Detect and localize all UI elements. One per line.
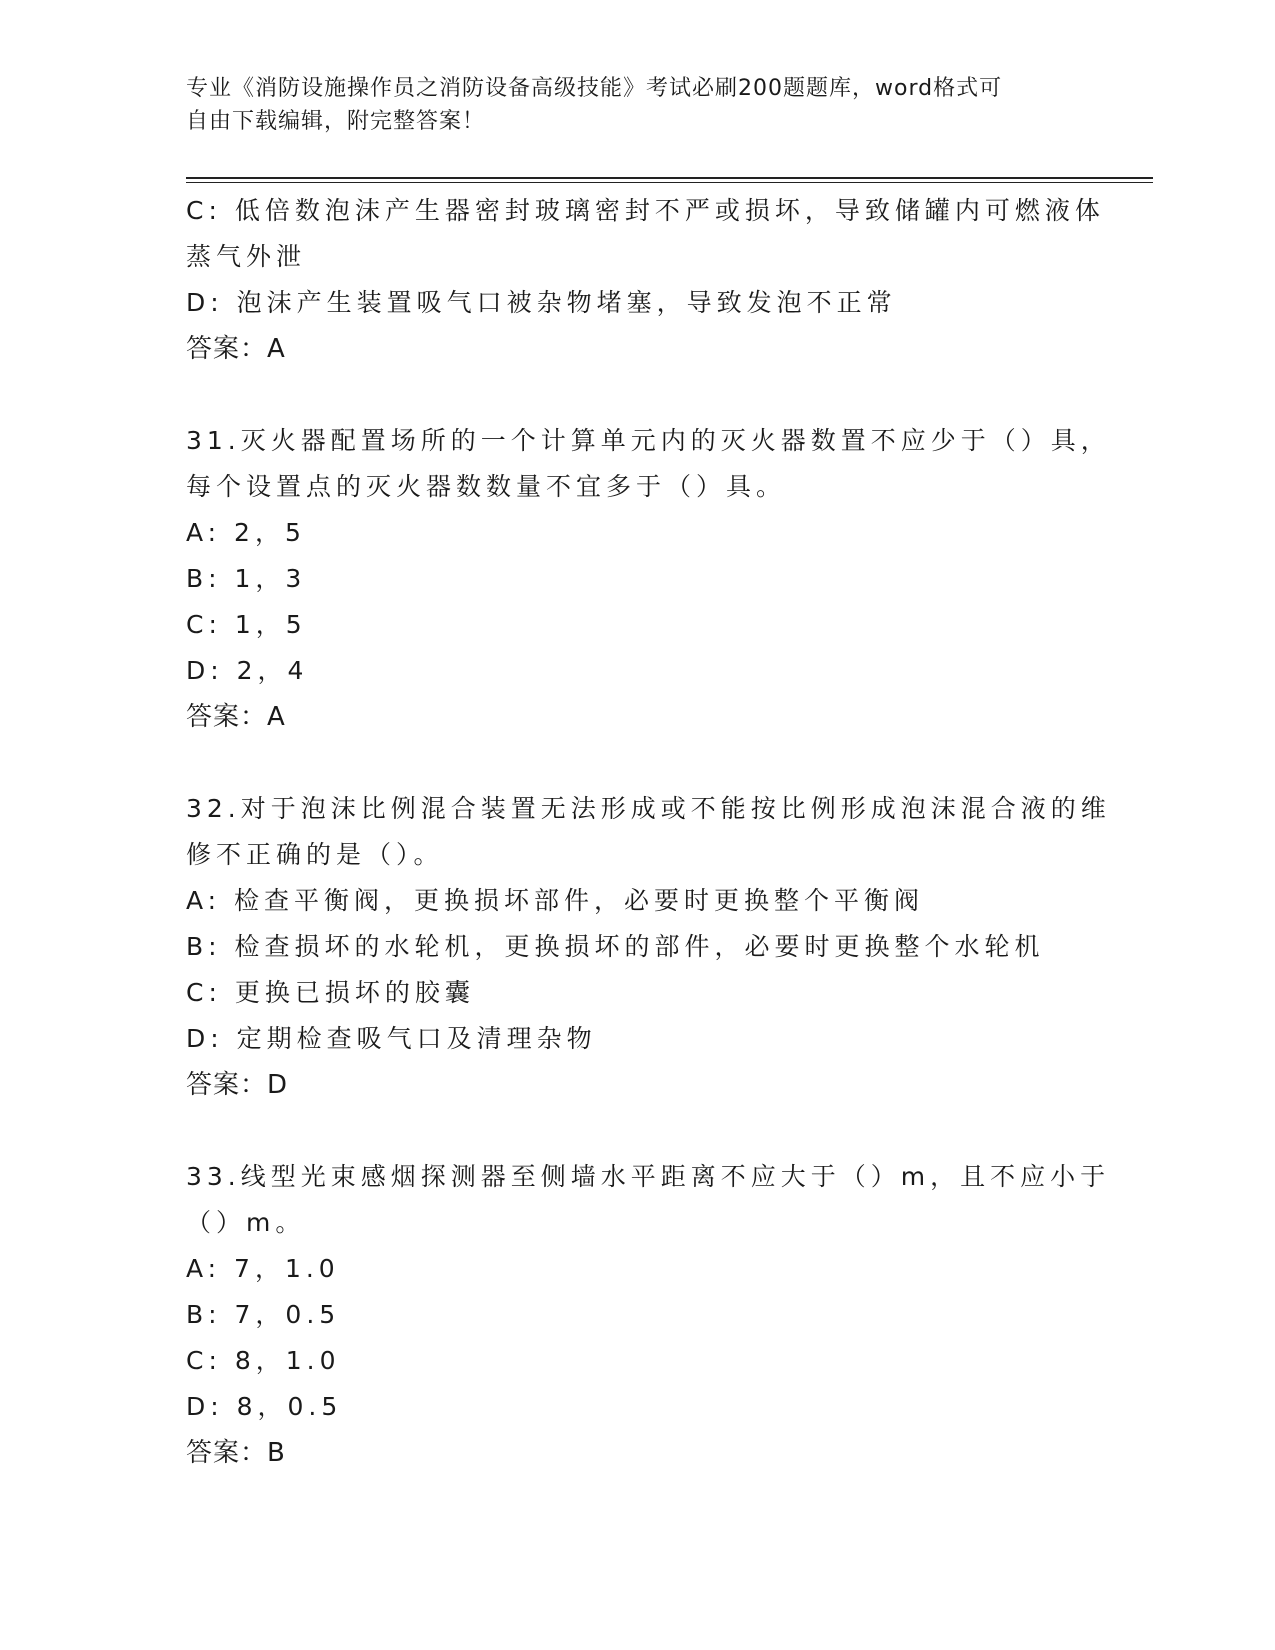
option-c: C: 1，5 <box>186 610 307 639</box>
answer: 答案：A <box>186 334 286 364</box>
document-page <box>186 0 1146 1650</box>
option-c: C: 8，1.0 <box>186 1346 341 1375</box>
option-c: C: 更换已损坏的胶囊 <box>186 978 475 1007</box>
document-header <box>186 72 1086 138</box>
question-stem-continued: 每个设置点的灭火器数数量不宜多于（）具。 <box>186 472 787 501</box>
option-b: B: 7，0.5 <box>186 1300 341 1329</box>
header-line-1: 专业《消防设施操作员之消防设备高级技能》考试必刷200题题库，word格式可 <box>186 76 1003 101</box>
option-d: D: 8，0.5 <box>186 1392 343 1421</box>
question-33 <box>186 1154 1111 1476</box>
option-c-continued: 蒸气外泄 <box>186 242 307 271</box>
option-b: B: 1，3 <box>186 564 307 593</box>
question-31 <box>186 418 1111 740</box>
question-stem: 32.对于泡沫比例混合装置无法形成或不能按比例形成泡沫混合液的维 <box>186 794 1111 823</box>
option-d: D: 定期检查吸气口及清理杂物 <box>186 1024 597 1053</box>
header-rule-thick <box>186 177 1153 179</box>
answer: 答案：B <box>186 1438 286 1468</box>
document-body <box>186 188 1111 1476</box>
option-b: B: 检查损坏的水轮机，更换损坏的部件，必要时更换整个水轮机 <box>186 932 1045 961</box>
option-a: A: 2，5 <box>186 518 306 547</box>
option-a: A: 检查平衡阀，更换损坏部件，必要时更换整个平衡阀 <box>186 886 925 915</box>
option-d: D: 泡沫产生装置吸气口被杂物堵塞，导致发泡不正常 <box>186 288 897 317</box>
option-c: C: 低倍数泡沫产生器密封玻璃密封不严或损坏，导致储罐内可燃液体 <box>186 196 1105 225</box>
answer: 答案：A <box>186 702 286 732</box>
spacer <box>186 1108 1086 1154</box>
header-line-2: 自由下载编辑，附完整答案！ <box>186 109 486 134</box>
question-stem-continued: （）m。 <box>186 1208 306 1237</box>
header-rule-thin <box>186 182 1153 183</box>
question-stem-continued: 修不正确的是（）。 <box>186 840 444 869</box>
spacer <box>186 372 1086 418</box>
question-stem: 33.线型光束感烟探测器至侧墙水平距离不应大于（）m，且不应小于 <box>186 1162 1111 1191</box>
option-a: A: 7，1.0 <box>186 1254 340 1283</box>
previous-question-tail <box>186 188 1105 372</box>
option-d: D: 2，4 <box>186 656 309 685</box>
question-32 <box>186 786 1111 1108</box>
answer: 答案：D <box>186 1070 289 1100</box>
question-stem: 31.灭火器配置场所的一个计算单元内的灭火器数置不应少于（）具， <box>186 426 1111 455</box>
spacer <box>186 740 1086 786</box>
